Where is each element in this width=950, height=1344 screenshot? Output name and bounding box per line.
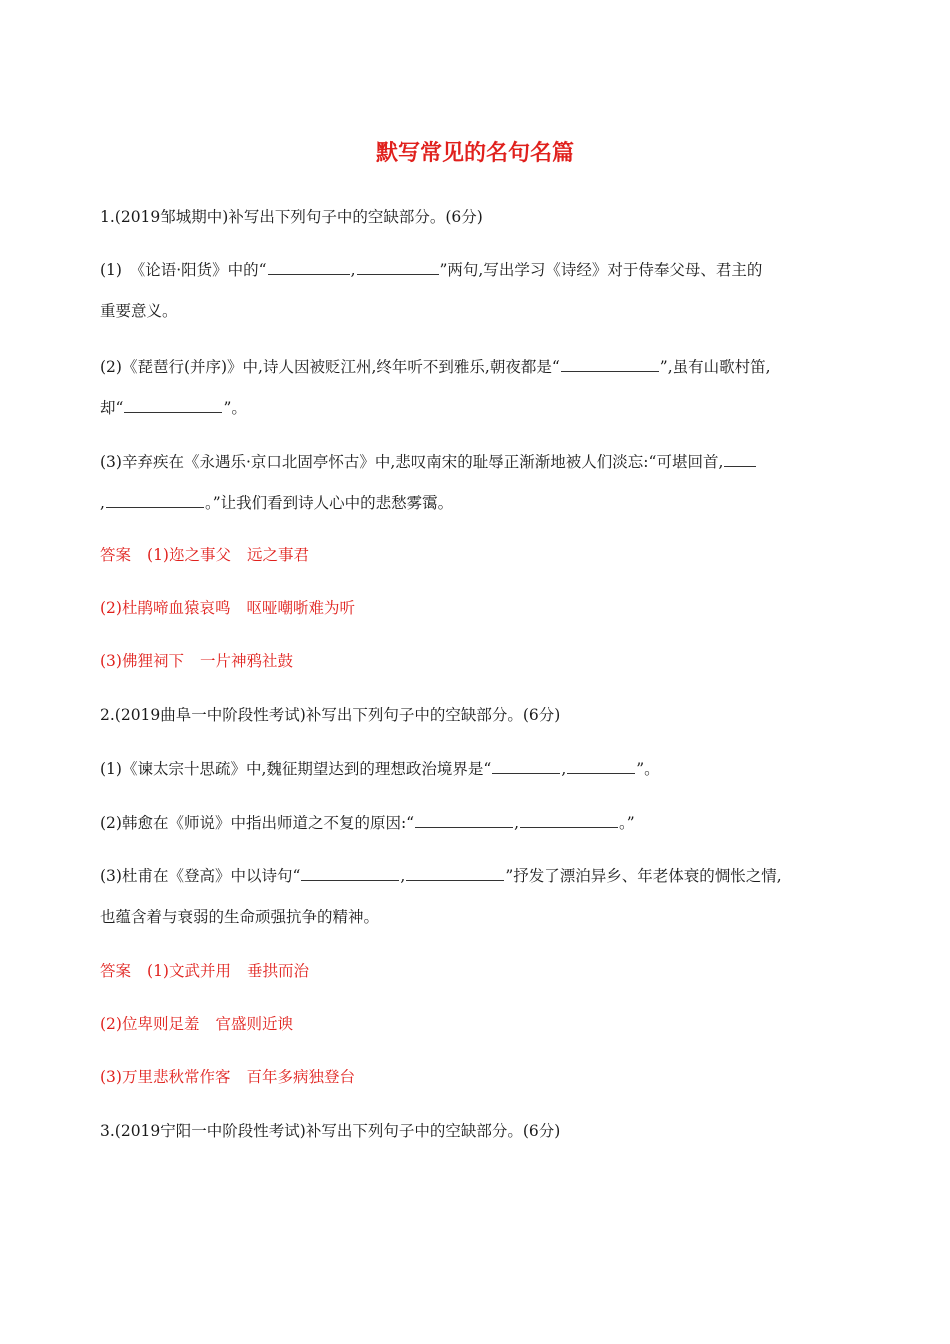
q1-answer-1: 答案 (1)迩之事父 远之事君 [100,546,309,564]
q2-answer-1: 答案 (1)文武并用 垂拱而治 [100,962,309,980]
q3-heading: 3.(2019宁阳一中阶段性考试)补写出下列句子中的空缺部分。(6分) [100,1122,561,1140]
answer-blank[interactable] [357,260,439,275]
q1-item1-cont: 重要意义。 [100,302,178,320]
q1-item3-cont: , 。”让我们看到诗人心中的悲愁雾霭。 [100,494,454,512]
answer-blank[interactable] [492,759,560,774]
q2-item1: (1)《谏太宗十思疏》中,魏征期望达到的理想政治境界是“ , ”。 [100,760,660,778]
q1-heading: 1.(2019邹城期中)补写出下列句子中的空缺部分。(6分) [100,208,483,226]
q2-item3-cont: 也蕴含着与衰弱的生命顽强抗争的精神。 [100,908,380,926]
q2-heading: 2.(2019曲阜一中阶段性考试)补写出下列句子中的空缺部分。(6分) [100,706,561,724]
q1-item1: (1) 《论语·阳货》中的“ , ”两句,写出学习《诗经》对于侍奉父母、君主的 [100,261,763,279]
q2-answer-2: (2)位卑则足羞 官盛则近谀 [100,1015,293,1033]
q2-item2: (2)韩愈在《师说》中指出师道之不复的原因:“ , 。” [100,814,635,832]
q1-answer-2: (2)杜鹃啼血猿哀鸣 呕哑嘲哳难为听 [100,599,355,617]
answer-blank[interactable] [301,866,399,881]
answer-blank[interactable] [106,493,204,508]
q1-item2: (2)《琵琶行(并序)》中,诗人因被贬江州,终年听不到雅乐,朝夜都是“ ”,虽有山歌村笛, [100,358,771,376]
answer-blank[interactable] [124,398,222,413]
answer-blank[interactable] [520,813,618,828]
answer-blank[interactable] [567,759,635,774]
q1-answer-3: (3)佛狸祠下 一片神鸦社鼓 [100,652,293,670]
q2-item3: (3)杜甫在《登高》中以诗句“ , ”抒发了漂泊异乡、年老体衰的惆怅之情, [100,867,782,885]
answer-blank[interactable] [415,813,513,828]
answer-blank[interactable] [406,866,504,881]
answer-blank[interactable] [561,357,659,372]
q2-answer-3: (3)万里悲秋常作客 百年多病独登台 [100,1068,355,1086]
page-title: 默写常见的名句名篇 [375,141,574,166]
answer-blank[interactable] [724,452,756,467]
q1-item2-cont: 却“ ”。 [100,399,247,417]
q1-item3: (3)辛弃疾在《永遇乐·京口北固亭怀古》中,悲叹南宋的耻辱正渐渐地被人们淡忘:“可堪回首, [100,451,860,473]
answer-blank[interactable] [268,260,350,275]
